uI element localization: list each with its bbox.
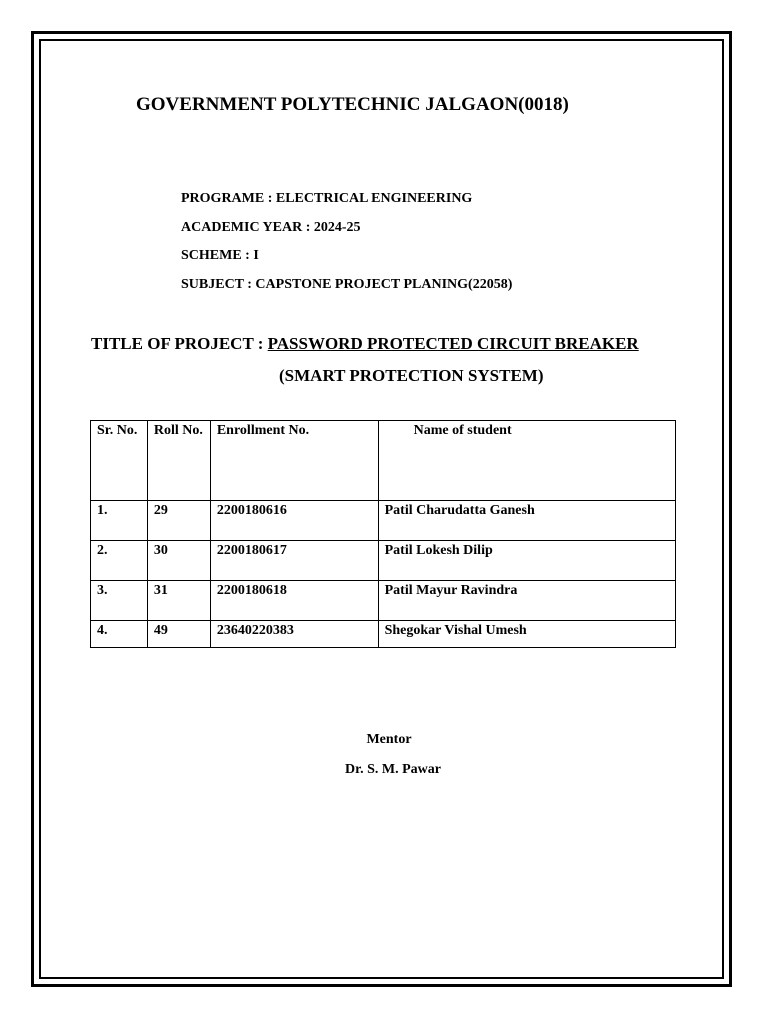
mentor-name: Dr. S. M. Pawar [345, 762, 441, 777]
cell-enrollment: 23640220383 [210, 621, 378, 648]
table-row [91, 501, 676, 541]
project-title-label: TITLE OF PROJECT : [91, 334, 268, 353]
students-table [90, 420, 676, 648]
mentor-label: Mentor [366, 732, 412, 747]
cell-student-name: Patil Lokesh Dilip [378, 541, 675, 581]
project-subtitle: (SMART PROTECTION SYSTEM) [279, 366, 544, 385]
subject-line: SUBJECT : CAPSTONE PROJECT PLANING(22058) [181, 277, 513, 292]
header-student-name: Name of student [378, 421, 675, 501]
header-roll-no: Roll No. [147, 421, 210, 501]
cell-student-name: Shegokar Vishal Umesh [378, 621, 675, 648]
cell-sr-no: 2. [91, 541, 148, 581]
table-row [91, 541, 676, 581]
cell-enrollment: 2200180617 [210, 541, 378, 581]
programe-line: PROGRAME : ELECTRICAL ENGINEERING [181, 191, 473, 206]
cell-roll-no: 49 [147, 621, 210, 648]
table-header-row [91, 421, 676, 501]
scheme-line: SCHEME : I [181, 248, 259, 263]
cell-enrollment: 2200180618 [210, 581, 378, 621]
cell-sr-no: 1. [91, 501, 148, 541]
cell-student-name: Patil Charudatta Ganesh [378, 501, 675, 541]
cell-sr-no: 3. [91, 581, 148, 621]
cell-roll-no: 31 [147, 581, 210, 621]
header-enrollment: Enrollment No. [210, 421, 378, 501]
academic-year-line: ACADEMIC YEAR : 2024-25 [181, 220, 361, 235]
header-sr-no: Sr. No. [91, 421, 148, 501]
table-row [91, 621, 676, 648]
cell-roll-no: 29 [147, 501, 210, 541]
project-title-line [91, 334, 639, 354]
project-title: PASSWORD PROTECTED CIRCUIT BREAKER [267, 334, 639, 353]
college-title: GOVERNMENT POLYTECHNIC JALGAON(0018) [136, 94, 569, 115]
cell-student-name: Patil Mayur Ravindra [378, 581, 675, 621]
cell-sr-no: 4. [91, 621, 148, 648]
table-row [91, 581, 676, 621]
cell-enrollment: 2200180616 [210, 501, 378, 541]
cell-roll-no: 30 [147, 541, 210, 581]
